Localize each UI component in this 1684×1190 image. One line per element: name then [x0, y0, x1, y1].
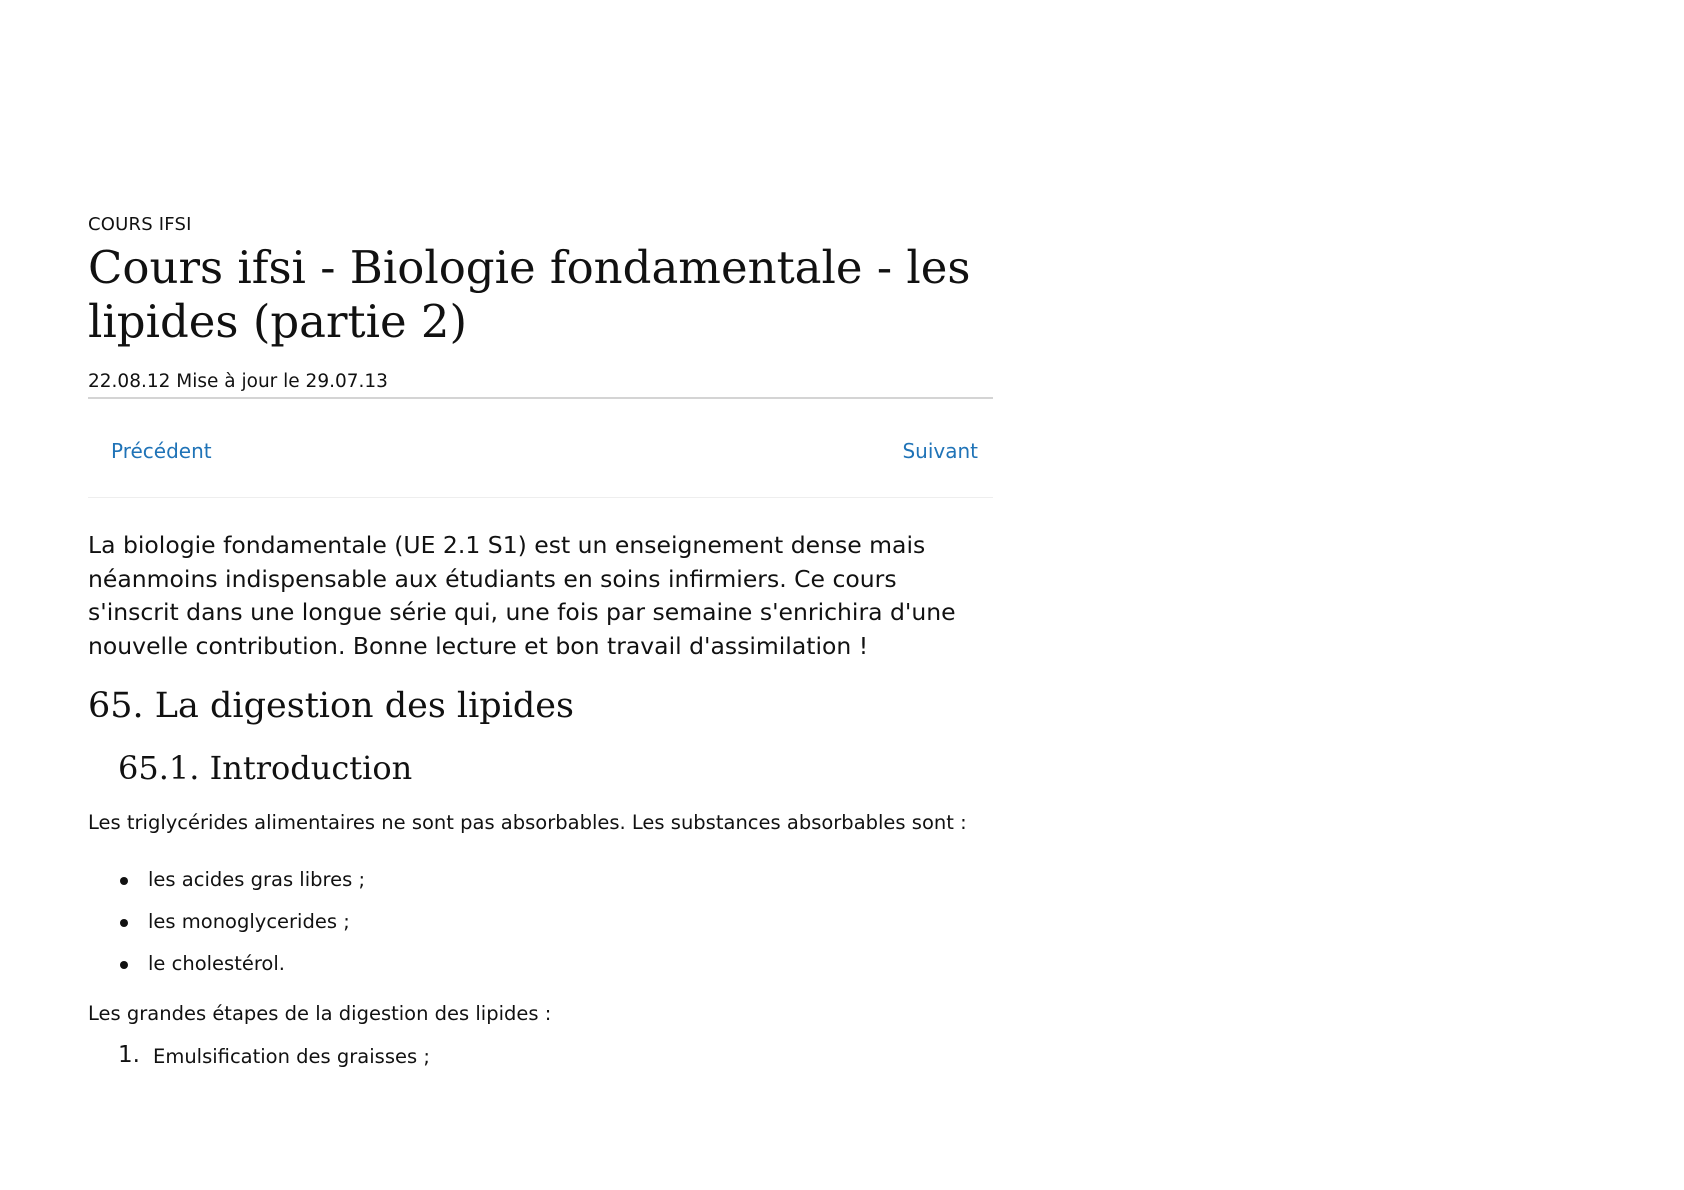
- bullet-list: [88, 868, 993, 976]
- numbered-list: [88, 1044, 993, 1070]
- section-heading: 65. La digestion des lipides: [88, 686, 574, 726]
- paragraph: Les triglycérides alimentaires ne sont pas absorbables. Les substances absorbables sont :: [88, 811, 967, 834]
- list-item: [88, 910, 993, 934]
- subsection-heading: 65.1. Introduction: [118, 749, 413, 787]
- list-item-text: le cholestérol.: [148, 952, 285, 975]
- page-title: Cours ifsi - Biologie fondamentale - les lipides (partie 2): [88, 241, 971, 348]
- intro-paragraph: La biologie fondamentale (UE 2.1 S1) est un enseignement dense mais néanmoins indispensable aux étudiants en soins infirmiers. Ce cours s'inscrit dans une longue série qui, une fois par semaine s'enrichira d'une nouvelle contribution. Bonne lecture et bon travail d'assimilation !: [88, 531, 956, 660]
- category-label: COURS IFSI: [88, 214, 192, 235]
- list-item-text: les acides gras libres ;: [148, 868, 366, 891]
- bullet-icon: [120, 877, 128, 885]
- bullet-icon: [120, 961, 128, 969]
- previous-link[interactable]: Précédent: [111, 439, 212, 463]
- list-number: 1.: [118, 1042, 140, 1068]
- list-item: [88, 1044, 993, 1070]
- list-item: [88, 868, 993, 892]
- bullet-icon: [120, 919, 128, 927]
- next-link[interactable]: Suivant: [902, 439, 978, 463]
- list-item-text: Emulsification des graisses ;: [153, 1045, 430, 1068]
- article: [88, 214, 993, 1070]
- list-item: [88, 952, 993, 976]
- article-pager: [88, 399, 993, 498]
- list-item-text: les monoglycerides ;: [148, 910, 350, 933]
- publication-date: 22.08.12 Mise à jour le 29.07.13: [88, 371, 993, 399]
- paragraph: Les grandes étapes de la digestion des lipides :: [88, 1002, 552, 1025]
